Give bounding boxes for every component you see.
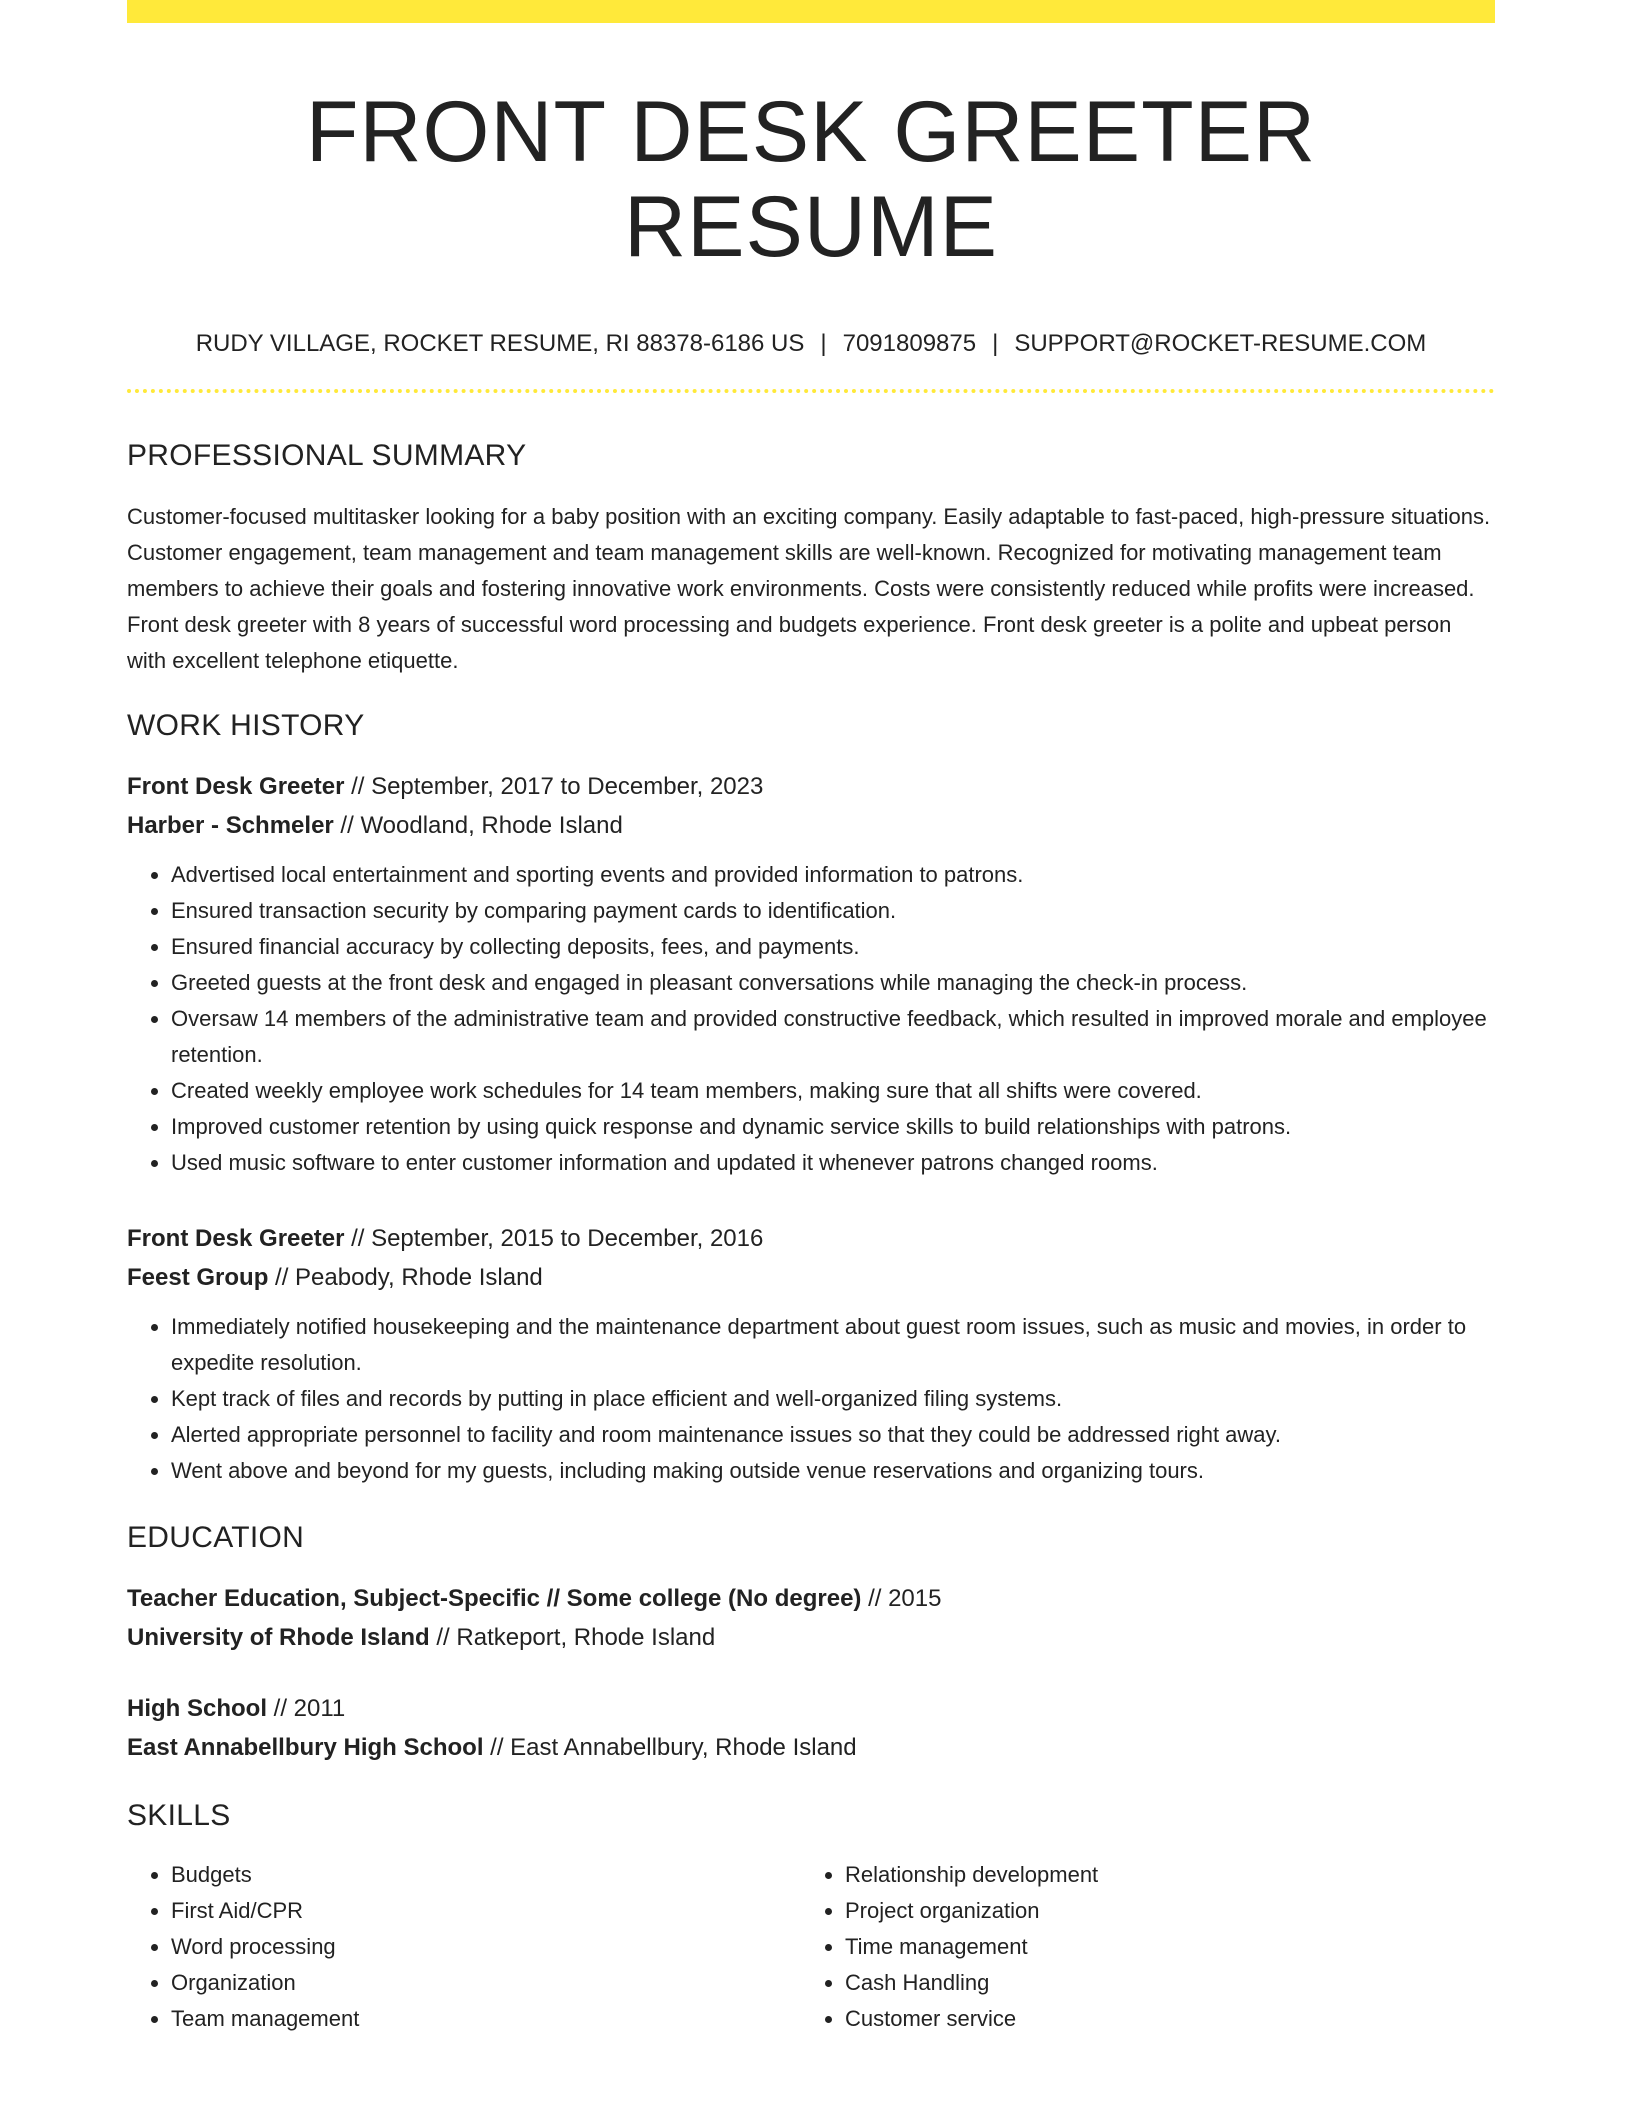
skill-item: • Cash Handling — [845, 1965, 1475, 2001]
job-location: // Woodland, Rhode Island — [333, 811, 623, 839]
job-duties-list — [127, 857, 1495, 1181]
skill-item: • First Aid/CPR — [171, 1893, 801, 1929]
job-duty: • Kept track of files and records by putting in place efficient and well-organized filing systems. — [171, 1381, 1495, 1417]
top-accent-bar — [127, 0, 1495, 23]
job-duty: • Used music software to enter customer information and updated it whenever patrons changed rooms. — [171, 1145, 1495, 1181]
education-entry — [127, 1689, 1495, 1767]
skills-grid — [127, 1857, 1495, 2037]
resume-page — [127, 0, 1495, 2037]
job-dates: // September, 2017 to December, 2023 — [344, 772, 764, 800]
job-company-line — [127, 1258, 1495, 1297]
education-degree-line — [127, 1579, 1495, 1618]
skills-column-right — [801, 1857, 1475, 2037]
education-location: // East Annabellbury, Rhode Island — [483, 1733, 857, 1761]
skills-heading: SKILLS — [127, 1798, 231, 1832]
skill-item: • Time management — [845, 1929, 1475, 1965]
job-duty: • Alerted appropriate personnel to facility and room maintenance issues so that they could be addressed right away. — [171, 1417, 1495, 1453]
job-duty: • Ensured transaction security by comparing payment cards to identification. — [171, 893, 1495, 929]
education-year: // 2011 — [267, 1694, 346, 1722]
dotted-divider — [127, 389, 1495, 393]
job-entry — [127, 1219, 1495, 1489]
education-year: // 2015 — [861, 1584, 942, 1612]
skills-column-left — [127, 1857, 801, 2037]
job-duty: • Advertised local entertainment and sporting events and provided information to patrons. — [171, 857, 1495, 893]
job-company: Harber - Schmeler — [127, 811, 334, 839]
job-duty: • Oversaw 14 members of the administrative team and provided constructive feedback, which resulted in improved morale and employee retention. — [171, 1001, 1495, 1073]
contact-line — [127, 330, 1495, 359]
work-history-heading: WORK HISTORY — [127, 708, 365, 742]
job-duty: • Ensured financial accuracy by collecting deposits, fees, and payments. — [171, 929, 1495, 965]
education-school: East Annabellbury High School — [127, 1733, 484, 1761]
job-dates: // September, 2015 to December, 2016 — [344, 1224, 764, 1252]
skill-item: • Relationship development — [845, 1857, 1475, 1893]
job-title: Front Desk Greeter — [127, 772, 345, 800]
job-title: Front Desk Greeter — [127, 1224, 345, 1252]
education-degree: Teacher Education, Subject-Specific // Some college (No degree) — [127, 1584, 862, 1612]
job-title-line — [127, 1219, 1495, 1258]
summary-heading: PROFESSIONAL SUMMARY — [127, 438, 527, 472]
contact-phone[interactable]: 7091809875 — [842, 330, 977, 358]
job-duty: • Immediately notified housekeeping and the maintenance department about guest room issues, such as music and movies, in order to expedite resolution. — [171, 1309, 1495, 1381]
job-company-line — [127, 806, 1495, 845]
job-title-line — [127, 767, 1495, 806]
skill-item: • Word processing — [171, 1929, 801, 1965]
job-entry — [127, 767, 1495, 1181]
education-location: // Ratkeport, Rhode Island — [429, 1623, 716, 1651]
job-duties-list — [127, 1309, 1495, 1489]
job-duty: • Went above and beyond for my guests, including making outside venue reservations and organizing tours. — [171, 1453, 1495, 1489]
contact-separator: | — [992, 330, 999, 358]
job-location: // Peabody, Rhode Island — [268, 1263, 543, 1291]
contact-address: RUDY VILLAGE, ROCKET RESUME, RI 88378-6186 US — [195, 330, 805, 358]
resume-title: FRONT DESK GREETER RESUME — [305, 84, 1317, 275]
summary-text: Customer-focused multitasker looking for a baby position with an exciting company. Easily adaptable to fast-paced, high-pressure situations. Customer engagement, team management and team management skills are well-known. Recognized for motivating management team members to achieve their goals and fostering innovative work environments. Costs were consistently reduced while profits were increased. Front desk greeter with 8 years of successful word processing and budgets experience. Front desk greeter is a polite and upbeat person with excellent telephone etiquette. — [127, 503, 1491, 673]
education-entry — [127, 1579, 1495, 1657]
job-duty: • Improved customer retention by using quick response and dynamic service skills to build relationships with patrons. — [171, 1109, 1495, 1145]
education-school-line — [127, 1618, 1495, 1657]
job-company: Feest Group — [127, 1263, 269, 1291]
education-school-line — [127, 1728, 1495, 1767]
skill-item: • Organization — [171, 1965, 801, 2001]
education-degree: High School — [127, 1694, 267, 1722]
skill-item: • Project organization — [845, 1893, 1475, 1929]
education-heading: EDUCATION — [127, 1520, 305, 1554]
skill-item: • Customer service — [845, 2001, 1475, 2037]
education-degree-line — [127, 1689, 1495, 1728]
skill-item: • Team management — [171, 2001, 801, 2037]
education-school: University of Rhode Island — [127, 1623, 430, 1651]
job-duty: • Greeted guests at the front desk and engaged in pleasant conversations while managing the check-in process. — [171, 965, 1495, 1001]
skill-item: • Budgets — [171, 1857, 801, 1893]
contact-separator: | — [820, 330, 827, 358]
job-duty: • Created weekly employee work schedules for 14 team members, making sure that all shifts were covered. — [171, 1073, 1495, 1109]
contact-email[interactable]: SUPPORT@ROCKET-RESUME.COM — [1014, 330, 1427, 358]
